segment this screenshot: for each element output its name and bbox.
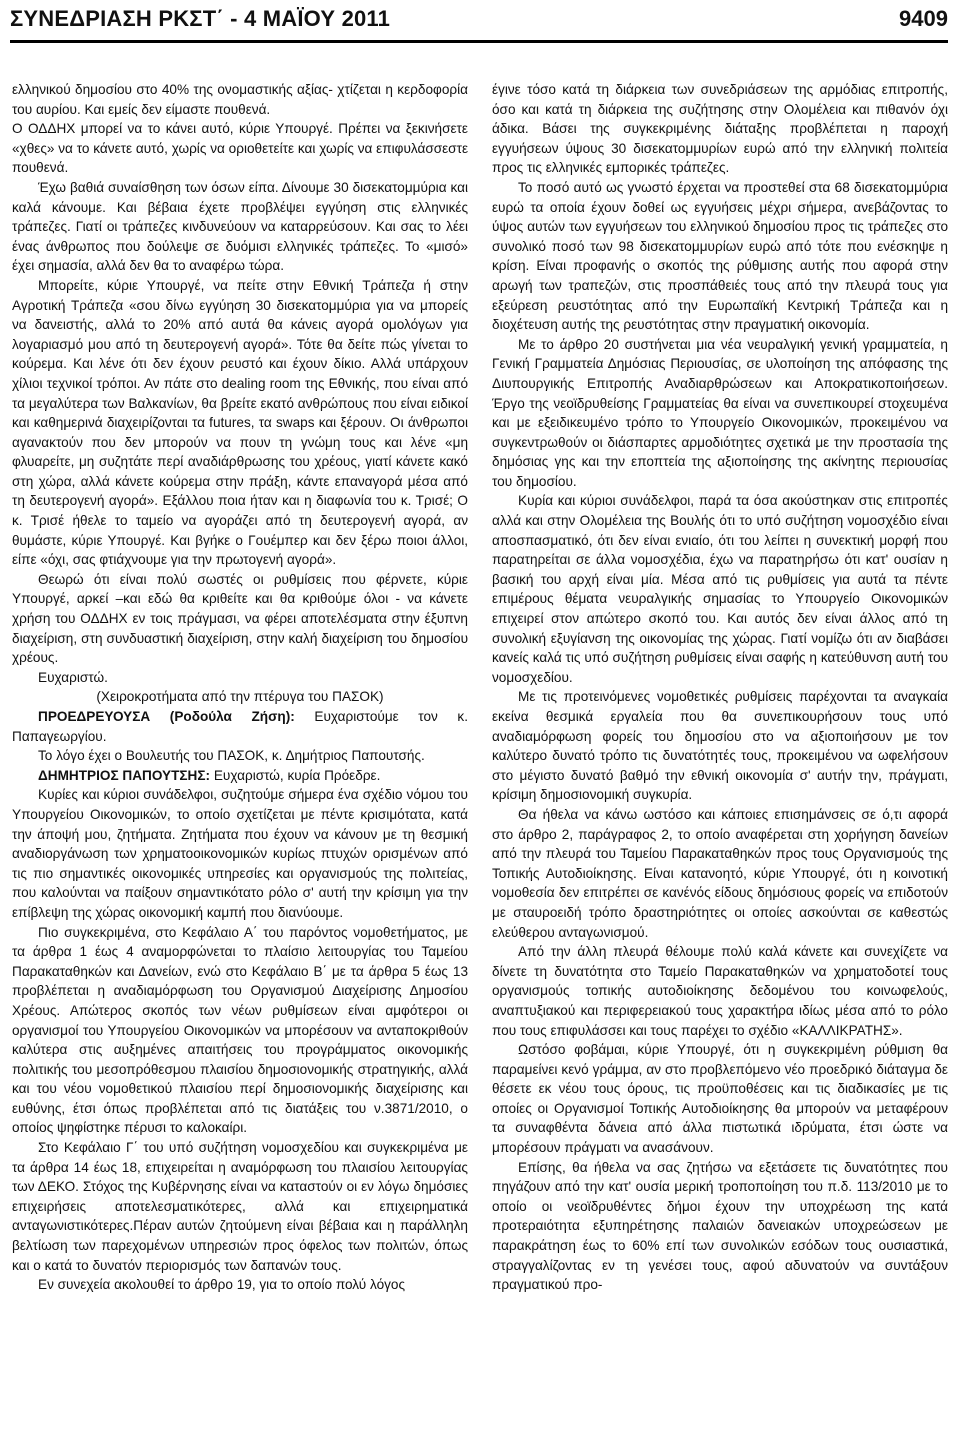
paragraph: Επίσης, θα ήθελα να σας ζητήσω να εξετάσετε τις δυνατότητες που πηγάζουν από την κατ' ουσία μερική τροποποίηση του π.δ. 113/2010 με το οποίο οι νεοϊδρυθέντες δήμοι έχουν την υποχρέωση της κατά προτεραιότητα εξυπηρέτησης παλαιών δανειακών υποχρεώσεων με παρακράτηση έως το 60% επί των συνολικών εσόδων τους ουσιαστικά, στραγγαλίζοντας εν τη γενέσει τους, αφού αδυνατούν να συντάξουν πραγματικού προ- bbox=[492, 1159, 948, 1293]
paragraph: έγινε τόσο κατά τη διάρκεια των συνεδριάσεων της αρμόδιας επιτροπής, όσο και κατά τη διάρκεια της συζήτησης στην Ολομέλεια και πιθανόν όχι άδικα. Βάσει της συγκεκριμένης διάταξης προβλέπεται η παροχή εγγυήσεων ύψους 30 δισεκατομμυρίων ευρώ από την ελληνική πολιτεία προς τις ελληνικές εμπορικές τράπεζες. bbox=[492, 82, 948, 176]
paragraph: Κυρίες και κύριοι συνάδελφοι, συζητούμε σήμερα ένα σχέδιο νόμου του Υπουργείου Οικονομικών, το οποίο σχετίζεται με πέντε κρισιμότατα, κατά την άποψή μου, ζητήματα. Ζητήματα που έχουν να κάνουν με τη θεσμική αναδιοργάνωση των χρηματοοικονομικών κυρίως πτυχών ορισμένων από τις πιο σημαντικές οικονομικές υπηρεσίες και οργανισμούς της πολιτείας, που καλούνται να παίξουν σημαντικότατο ρόλο σ' αυτή την κρίσιμη για την επίβλεψη της χώρας οικονομική καμπή που διανύουμε. bbox=[12, 787, 468, 920]
left-column bbox=[12, 80, 468, 1295]
paragraph: ελληνικού δημοσίου στο 40% της ονομαστικής αξίας- χτίζεται η κερδοφορία του αυρίου. Και εμείς δεν είμαστε πουθενά. bbox=[12, 82, 468, 117]
paragraph: Πιο συγκεκριμένα, στο Κεφάλαιο Α΄ του παρόντος νομοθετήματος, με τα άρθρα 1 έως 4 αναμορφώνεται το πλαίσιο λειτουργίας του Ταμείου Παρακαταθηκών και Δανείων, ενώ στο Κεφάλαιο Β΄ με τα άρθρα 5 έως 13 προβλέπεται η αναδιαμόρφωση του Οργανισμού Διαχείρισης Δημοσίου Χρέους. Απώτερος σκοπός των νέων ρυθμίσεων είναι αμφότεροι οι οργανισμοί του Υπουργείου Οικονομικών να μπορέσουν να ανταποκριθούν καλύτερα στις αυξημένες απαιτήσεις του προγράμματος οικονομικής πολιτικής του μεσοπρόθεσμου πλαισίου δημοσιονομικής στρατηγικής, αλλά και του νέου νομοθετικού πλαισίου περί δημοσιονομικής διαχείρισης και ευθύνης, έτσι όπως προβλέπεται από τις διατάξεις του ν.3871/2010, ο οποίος ψηφίστηκε πέρυσι το καλοκαίρι. bbox=[12, 924, 468, 1136]
header-rule bbox=[10, 40, 948, 43]
speech-text: Ευχαριστούμε τον κ. Παπαγεωργίου. bbox=[12, 709, 469, 744]
paragraph: Το λόγο έχει ο Βουλευτής του ΠΑΣΟΚ, κ. Δημήτριος Παπουτσής. bbox=[38, 748, 425, 764]
speaker-name: ΔΗΜΗΤΡΙΟΣ ΠΑΠΟΥΤΣΗΣ: bbox=[38, 767, 211, 783]
stage-direction: (Χειροκροτήματα από την πτέρυγα του ΠΑΣΟΚ) bbox=[96, 689, 384, 705]
page-number: 9409 bbox=[899, 6, 948, 31]
speaker-name: ΠΡΟΕΔΡΕΥΟΥΣΑ (Ροδούλα Ζήση): bbox=[38, 709, 295, 724]
speech-text: Ευχαριστώ, κυρία Πρόεδρε. bbox=[210, 767, 381, 783]
paragraph: Έχω βαθιά συναίσθηση των όσων είπα. Δίνουμε 30 δισεκατομμύρια και καλά κάνουμε. Και βέβαια έχετε προβλέψει εγγύηση στις ελληνικές τράπεζες. Γιατί οι τράπεζες κινδυνεύουν να καταρρεύσουν. Και σας το λέει ένας άνθρωπος που δούλεψε σε δυόμισι ελληνικές τράπεζες. Το «μισό» έχει σημασία, αλλά δεν θα το αναφέρω τώρα. bbox=[12, 179, 468, 274]
paragraph: Θεωρώ ότι είναι πολύ σωστές οι ρυθμίσεις που φέρνετε, κύριε Υπουργέ, αρκεί –και εδώ θα κριθείτε και θα κριθούμε όλοι - να κάνετε χρήση του ΟΔΔΗΧ εν τοις πράγμασι, να φέρει αποτελέσματα στην έξυπνη διαχείριση, στη συνδυαστική διαχείριση, στην καλή διαχείριση του δημοσίου χρέους. bbox=[12, 571, 468, 666]
paragraph: Το ποσό αυτό ως γνωστό έρχεται να προστεθεί στα 68 δισεκατομμύρια ευρώ τα οποία έχουν δοθεί ως εγγυήσεις μέχρι σήμερα, ανεβάζοντας το ύψος αυτών των εγγυήσεων του ελληνικού δημοσίου προς τις τράπεζες στο συνολικό ποσό των 98 δισεκατομμυρίων ευρώ από τότε που ενέσκηψε η κρίση. Είναι προφανής ο σκοπός της ρύθμισης αυτής που αφορά στην αρωγή των τραπεζών, στις προσπάθειές τους από την πλευρά τους για εξεύρεση ρευστότητας από την Ευρωπαϊκή Κεντρική Τράπεζα και η διοχέτευση αυτής της ρευστότητας στην πραγματική οικονομία. bbox=[492, 179, 948, 333]
paragraph: Ευχαριστώ. bbox=[38, 669, 108, 685]
paragraph: Κυρία και κύριοι συνάδελφοι, παρά τα όσα ακούστηκαν στις επιτροπές αλλά και στην Ολομέλεια της Βουλής ότι το υπό συζήτηση νομοσχέδιο είναι αποσπασματικό, ότι δεν είναι ενιαίο, ότι του λείπει η συνεκτική μορφή που παρατηρείται σε άλλα νομοσχέδια, έχω να παρατηρήσω ότι κατ' ουσίαν η βασική του αρχή είναι μία. Μέσα από τις ρυθμίσεις για αυτά τα πέντε επιμέρους θέματα νευραλγικής σημασίας το Υπουργείο Οικονομικών επιχειρεί στον απώτερο σκοπό του. Και αυτός δεν είναι άλλος από τη συνολική εξυγίανση της οικονομίας της χώρας. Γιατί νομίζω ότι αν διαβάσει κανείς καλά τις υπό συζήτηση ρυθμίσεις είναι σαφής η κατεύθυνση αυτή του νομοσχεδίου. bbox=[492, 493, 948, 685]
paragraph: Εν συνεχεία ακολουθεί το άρθρο 19, για το οποίο πολύ λόγος bbox=[38, 1277, 406, 1293]
speaker-paragraph bbox=[12, 766, 468, 786]
page-header bbox=[10, 2, 948, 38]
paragraph: Μπορείτε, κύριε Υπουργέ, να πείτε στην Εθνική Τράπεζα ή στην Αγροτική Τράπεζα «σου δίνω εγγύηση 30 δισεκατομμύρια για να μπορείς να δανειστής, αλλά το 20% από αυτά θα κάνεις αγορά ομολόγων για λογαριασμό μου από τη δευτερογενή αγορά». Τότε θα δείτε πώς γίνεται το κούρεμα. Και λένε ότι δεν έχουν ρευστό και έχουν δίκιο. Αλλά υπάρχουν χίλιοι τεχνικοί τρόποι. Αν πάτε στο dealing room της Εθνικής, που είναι από τα μεγαλύτερα των Βαλκανίων, θα βρείτε εκατό ανθρώπους που είναι ειδικοί και καθημερινά διαχειρίζονται τα futures, τα swaps και ξέρουν. Οι άνθρωποι αγανακτούν που δεν μπορούν να πουν τη γνώμη τους και λένε «μη φλυαρείτε, μη συζητάτε περί αναδιάρθρωσης του χρέους, γιατί κάνετε κακό στη χώρα, αλλά κάνετε κούρεμα στην πράξη, κάντε επαναγορά μέσα από τη δευτερογενή αγορά». Εξάλλου ποια ήταν και η διαφωνία του κ. Τρισέ; Ο κ. Τρισέ ήθελε το ταμείο να αγοράζει από τη δευτερογενή αγορά, αν θυμάστε, κύριε Υπουργέ. Και βγήκε ο Γουέμπερ και δεν ξέρω ποιοι άλλοι, είπε «όχι, σας φτιάχνουμε για την πρωτογενή αγορά». bbox=[12, 277, 468, 568]
paragraph: Με το άρθρο 20 συστήνεται μια νέα νευραλγική γενική γραμματεία, η Γενική Γραμματεία Δημόσιας Περιουσίας, σε υλοποίηση της απόφασης της Διυπουργικής Επιτροπής Αναδιαρθρώσεων και Αποκρατικοποιήσεων. Έργο της νεοϊδρυθείσης Γραμματείας θα είναι να συνεπικουρεί στοχευμένα και με εξειδικευμένο τρόπο το Υπουργείο Οικονομικών, προκειμένου να συγκεντρωθούν οι διάσπαρτες αρμοδιότητες σχετικά με την προστασία της δημόσιας γης και την εποπτεία της αξιοποίησης της ακίνητης περιουσίας του δημοσίου. bbox=[492, 336, 948, 489]
paragraph: Από την άλλη πλευρά θέλουμε πολύ καλά κάνετε και συνεχίζετε να δίνετε τη δυνατότητα στο Ταμείο Παρακαταθηκών να χρηματοδοτεί τους οργανισμούς τοπικής αυτοδιοίκησης δεδομένου του κοινωφελούς, αναπτυξιακού και περιφερειακού τους χαρακτήρα ιδίως μέσα από το ρόλο που τους επιφυλάσσει και τους παρέχει το σχέδιο «ΚΑΛΛΙΚΡΑΤΗΣ». bbox=[492, 944, 948, 1038]
session-title: ΣΥΝΕΔΡΙΑΣΗ ΡΚΣΤ΄ - 4 ΜΑΪΟΥ 2011 bbox=[10, 6, 391, 31]
right-column bbox=[492, 80, 948, 1295]
paragraph: Θα ήθελα να κάνω ωστόσο και κάποιες επισημάνσεις σε ό,τι αφορά στο άρθρο 2, παράγραφος 2, το οποίο αναφέρεται στη χορήγηση δανείων από την πλευρά του Ταμείου Παρακαταθηκών προς τους Οργανισμούς της Τοπικής Αυτοδιοίκησης. Είναι κατανοητό, κύριε Υπουργέ, ότι η κοινοτική νομοθεσία δεν επιτρέπει σε κανένός είδους δημόσιους φορείς να επιδοτούν με σταυροειδή τρόπο δραστηριότητες οι οποίες ασκούνται σε καθεστώς ελεύθερου ανταγωνισμού. bbox=[492, 806, 948, 940]
paragraph: Ωστόσο φοβάμαι, κύριε Υπουργέ, ότι η συγκεκριμένη ρύθμιση θα παραμείνει κενό γράμμα, αν στο προβλεπόμενο νέο προεδρικό διάταγμα δε θέσετε εκ νέου τους όρους, τις προϋποθέσεις και τις διαδικασίες με τις οποίες οι Οργανισμοί Τοπικής Αυτοδιοίκησης θα μπορούν να μεταφέρουν τα συναφθέντα δάνεια από άλλα πιστωτικά ιδρύματα, έτσι ώστε να μπορέσουν πράγματι να ανασάνουν. bbox=[492, 1042, 948, 1156]
paragraph: Ο ΟΔΔΗΧ μπορεί να το κάνει αυτό, κύριε Υπουργέ. Πρέπει να ξεκινήσετε «χθες» να το κάνετε αυτό, χωρίς να οριοθετείτε και χωρίς να επιφυλάσσεστε πουθενά. bbox=[12, 121, 468, 176]
paragraph: Με τις προτεινόμενες νομοθετικές ρυθμίσεις παρέχονται τα αναγκαία εκείνα θεσμικά εργαλεία που θα συνεπικουρήσουν τους υπό αναδιαμόρφωση φορείς του δημοσίου στο να αξιοποιήσουν με τον καλύτερο δυνατό τρόπο τις δυνατότητές τους, προκειμένου να ωφελήσουν στο μέγιστο δυνατό βαθμό την εθνική οικονομία σ' αυτήν την, πράγματι, κρίσιμη δημοσιονομική συγκυρία. bbox=[492, 689, 948, 803]
speaker-paragraph bbox=[12, 707, 468, 746]
paragraph: Στο Κεφάλαιο Γ΄ του υπό συζήτηση νομοσχεδίου και συγκεκριμένα με τα άρθρα 14 έως 18, επιχειρείται η αναμόρφωση του πλαισίου λειτουργίας των ΔΕΚΟ. Στόχος της Κυβέρνησης είναι να καταστούν οι εν λόγω δημόσιες επιχειρήσεις αποτελεσματικότερες, αλλά και επιχειρηματικά ανταγωνιστικότερες.Πέραν αυτών ζητούμενη είναι βέβαια και η παράλληλη βελτίωση των παρεχομένων υπηρεσιών προς όφελος των πολιτών, όπως και ο κατά το δυνατόν περιορισμός των δαπανών τους. bbox=[12, 1140, 468, 1273]
